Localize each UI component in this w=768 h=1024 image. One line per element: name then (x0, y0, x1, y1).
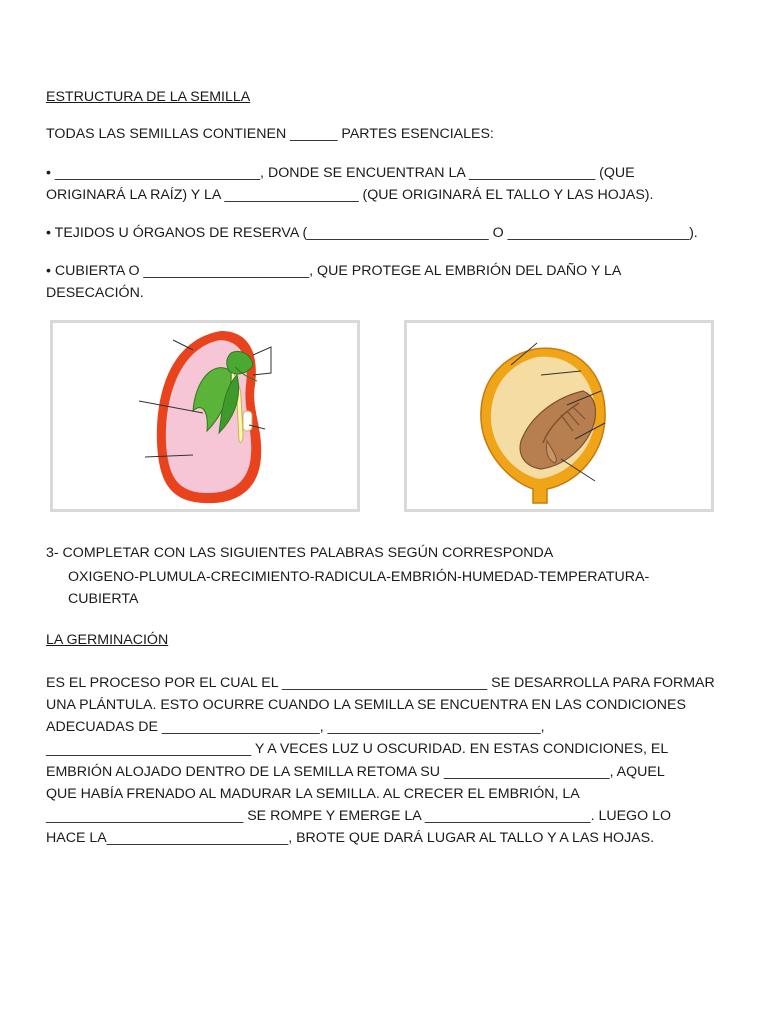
bullet-coat-line2: DESECACIÓN. (46, 285, 144, 301)
exercise-instruction: 3- COMPLETAR CON LAS SIGUIENTES PALABRAS SEGÚN CORRESPONDA (46, 545, 554, 561)
word-bank-line1: OXIGENO-PLUMULA-CRECIMIENTO-RADICULA-EMBRIÓN-HUMEDAD-TEMPERATURA- (68, 569, 650, 585)
bullet-embryo-line2: ORIGINARÁ LA RAÍZ) Y LA _________________ (QUE ORIGINARÁ EL TALLO Y LAS HOJAS). (46, 187, 654, 203)
bean-seed-diagram-icon (53, 323, 357, 509)
paragraph-line: UNA PLÁNTULA. ESTO OCURRE CUANDO LA SEMILLA SE ENCUENTRA EN LAS CONDICIONES (46, 697, 686, 713)
paragraph-line: ADECUADAS DE ____________________, ___________________________, (46, 719, 545, 735)
corn-seed-diagram-icon (407, 323, 717, 509)
section-title-germination: LA GERMINACIÓN (46, 632, 169, 648)
bullet-embryo-line1: • __________________________, DONDE SE ENCUENTRAN LA ________________ (QUE (46, 165, 635, 181)
paragraph-line: HACE LA_______________________, BROTE QUE DARÁ LUGAR AL TALLO Y A LAS HOJAS. (46, 830, 655, 846)
word-bank-line2: CUBIERTA (68, 591, 139, 607)
bullet-coat-line1: • CUBIERTA O _____________________, QUE PROTEGE AL EMBRIÓN DEL DAÑO Y LA (46, 263, 622, 279)
paragraph-line: _________________________ SE ROMPE Y EMERGE LA _____________________. LUEGO LO (46, 808, 671, 824)
intro-text: TODAS LAS SEMILLAS CONTIENEN ______ PARTES ESENCIALES: (46, 126, 494, 142)
paragraph-line: EMBRIÓN ALOJADO DENTRO DE LA SEMILLA RETOMA SU _____________________, AQUEL (46, 764, 665, 780)
corn-seed-figure (404, 320, 714, 512)
paragraph-line: __________________________ Y A VECES LUZ U OSCURIDAD. EN ESTAS CONDICIONES, EL (46, 741, 669, 757)
bean-seed-figure (50, 320, 360, 512)
bullet-reserve: • TEJIDOS U ÓRGANOS DE RESERVA (_______________________ O _______________________). (46, 225, 698, 241)
paragraph-line: ES EL PROCESO POR EL CUAL EL __________________________ SE DESARROLLA PARA FORMAR (46, 675, 715, 691)
page-title: ESTRUCTURA DE LA SEMILLA (46, 89, 251, 105)
paragraph-line: QUE HABÍA FRENADO AL MADURAR LA SEMILLA. AL CRECER EL EMBRIÓN, LA (46, 786, 580, 802)
